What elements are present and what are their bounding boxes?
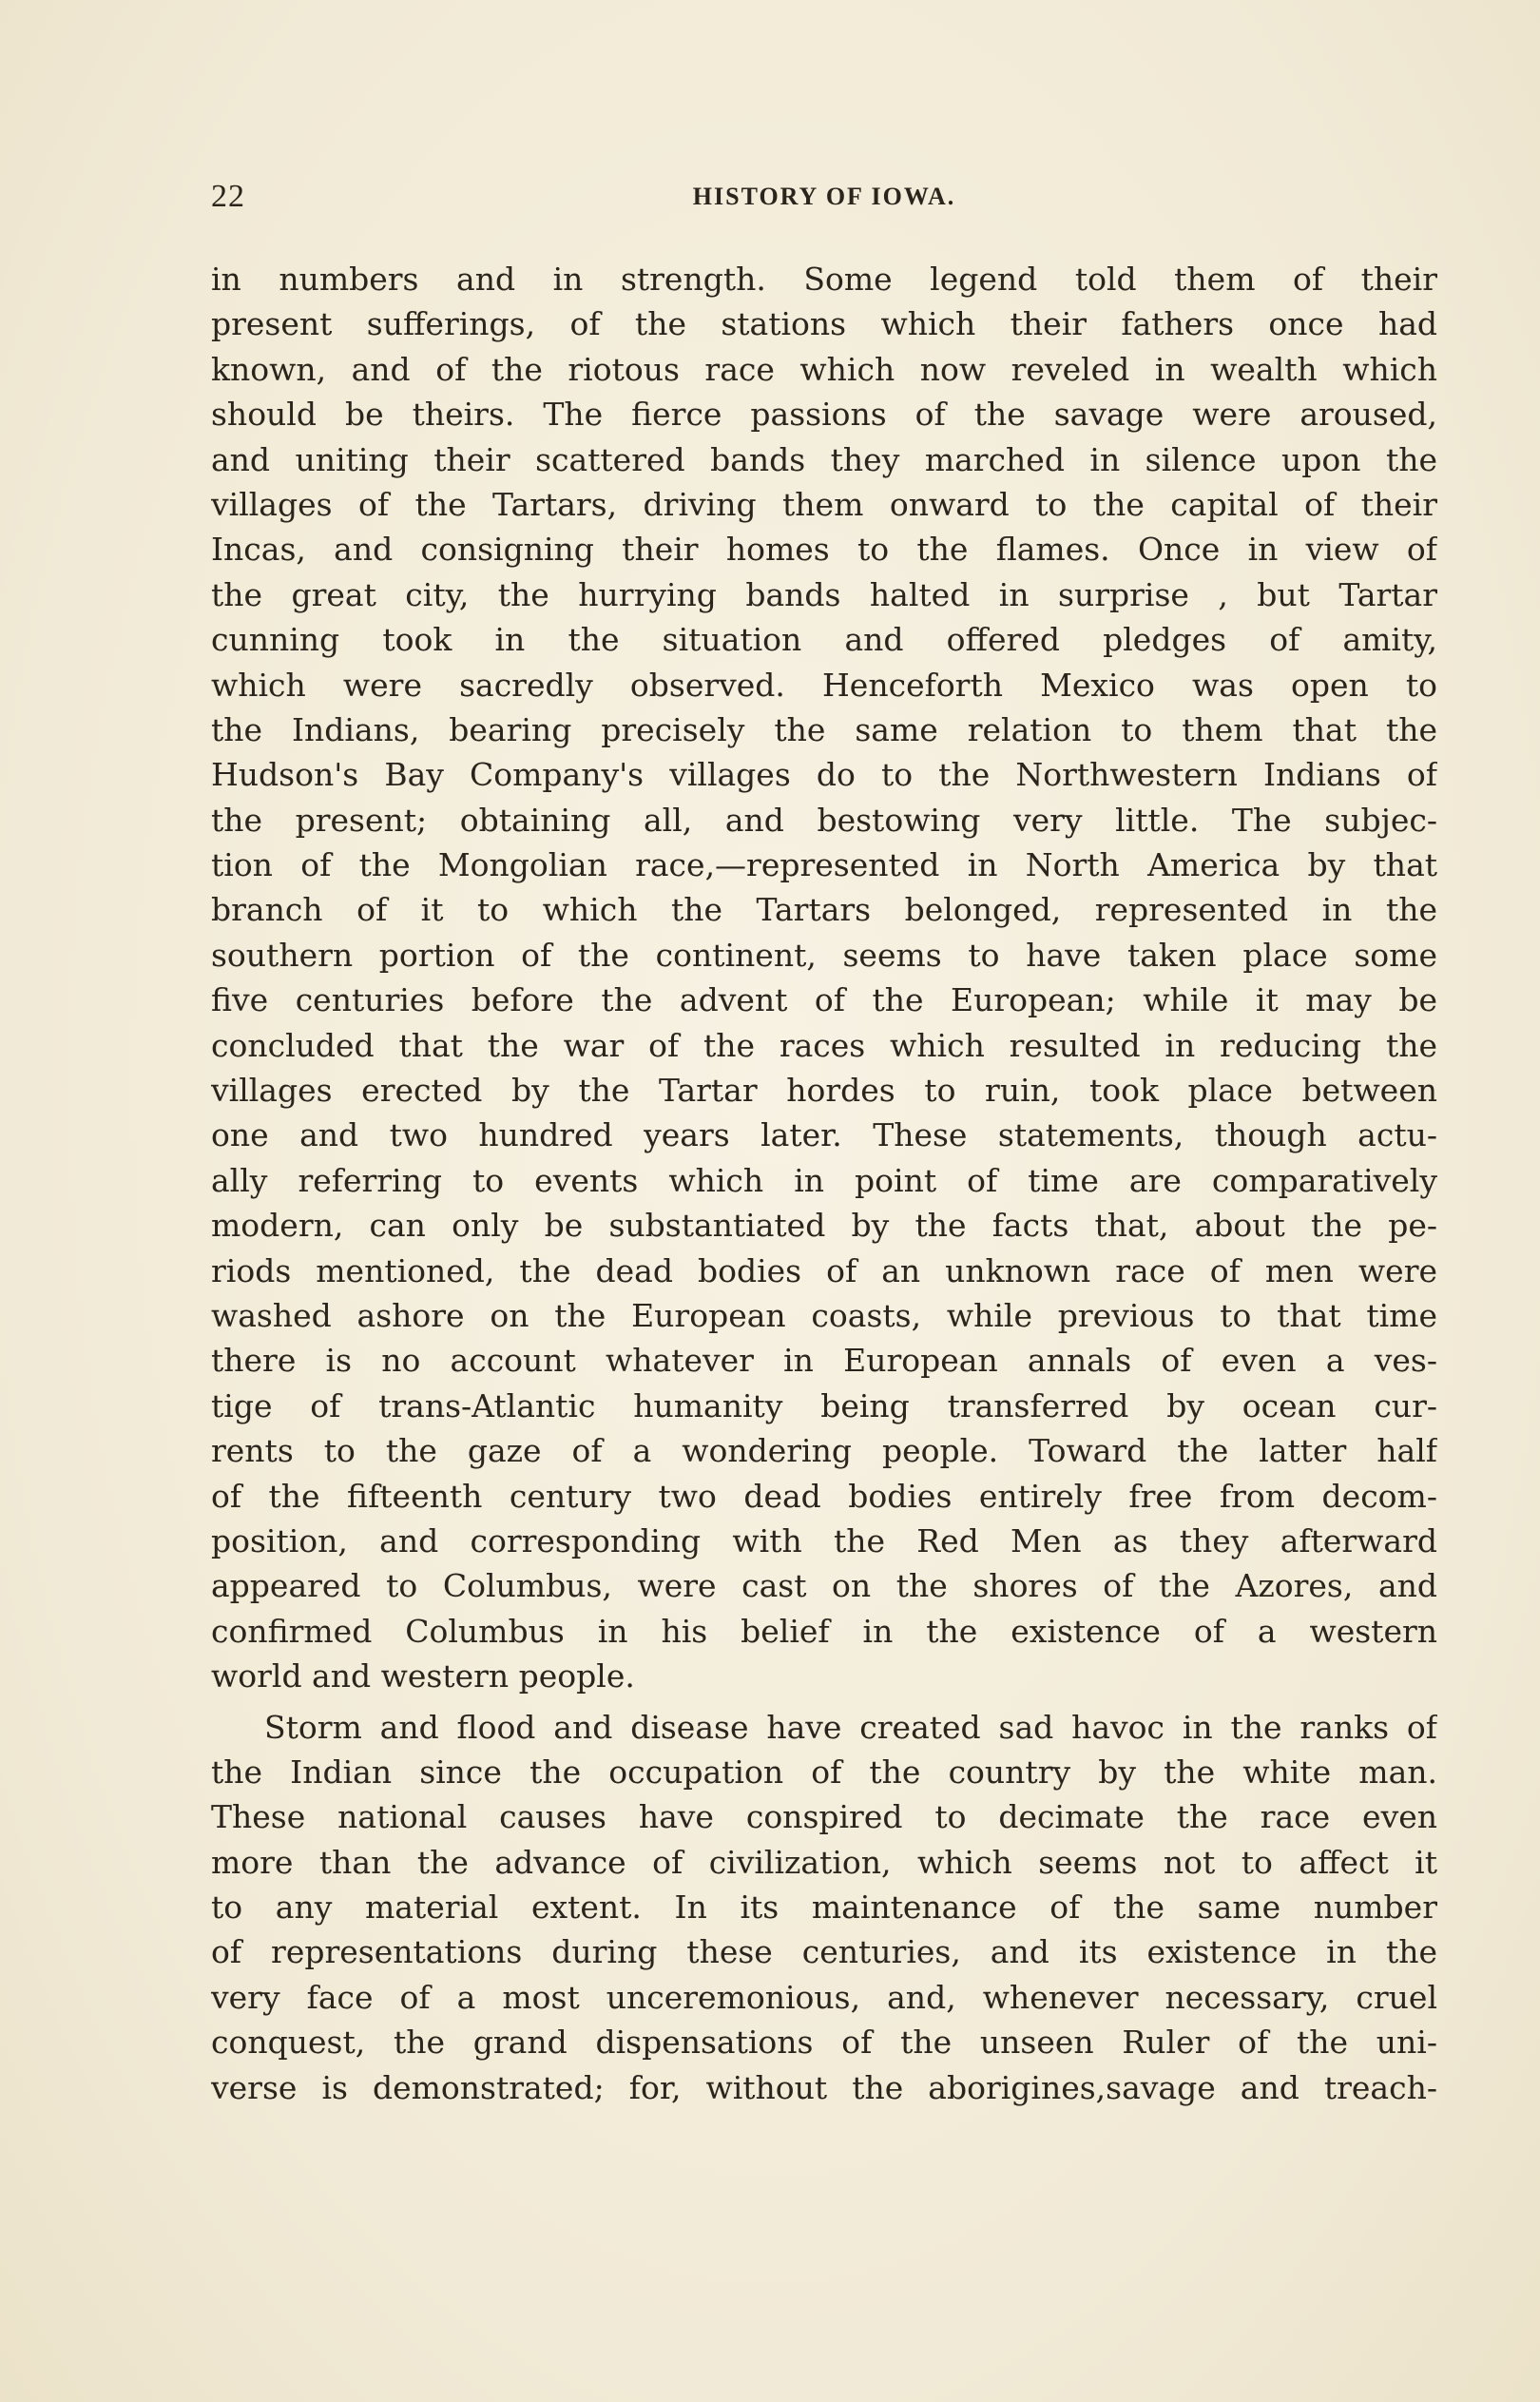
paragraph [211,257,1437,1699]
text-line: modern, can only be substantiated by the facts that, about the pe- [211,1207,1437,1245]
text-line: should be theirs. The fierce passions of the savage were aroused, [211,396,1437,434]
text-line: washed ashore on the European coasts, while previous to that time [211,1296,1437,1334]
text-line: These national causes have conspired to decimate the race even [211,1798,1437,1836]
text-line: of the fifteenth century two dead bodies entirely free from decom- [211,1477,1437,1515]
text-line: the Indian since the occupation of the country by the white man. [211,1753,1437,1791]
body-text [211,257,1437,2110]
text-line: verse is demonstrated; for, without the aborigines,savage and treach- [211,2068,1437,2106]
text-line: Hudson's Bay Company's villages do to the Northwestern Indians of [211,756,1437,794]
text-line: conquest, the grand dispensations of the unseen Ruler of the uni- [211,2024,1437,2062]
text-line: villages erected by the Tartar hordes to ruin, took place between [211,1072,1437,1110]
text-line: and uniting their scattered bands they marched in silence upon the [211,440,1437,478]
text-line: appeared to Columbus, were cast on the shores of the Azores, and [211,1567,1437,1605]
text-line: in numbers and in strength. Some legend told them of their [211,261,1437,298]
text-line: ally referring to events which in point of time are comparatively [211,1161,1437,1199]
text-line: there is no account whatever in European annals of even a ves- [211,1342,1437,1380]
text-line: known, and of the riotous race which now reveled in wealth which [211,350,1437,388]
paragraph [211,1705,1437,2111]
text-line: which were sacredly observed. Henceforth Mexico was open to [211,666,1437,704]
text-line: concluded that the war of the races which resulted in reducing the [211,1026,1437,1064]
page-number: 22 [211,179,245,214]
running-head-title: HISTORY OF IOWA. [692,183,956,210]
text-line: position, and corresponding with the Red Men as they afterward [211,1521,1437,1559]
text-line: villages of the Tartars, driving them onward to the capital of their [211,485,1437,523]
text-line: very face of a most unceremonious, and, whenever necessary, cruel [211,1978,1437,2016]
text-line: confirmed Columbus in his belief in the existence of a western [211,1612,1437,1650]
text-line: tion of the Mongolian race,—represented in North America by that [211,846,1437,884]
text-line: Incas, and consigning their homes to the flames. Once in view of [211,531,1437,569]
text-line: more than the advance of civilization, which seems not to affect it [211,1843,1437,1881]
text-line: five centuries before the advent of the European; while it may be [211,981,1437,1019]
text-line: branch of it to which the Tartars belonged, represented in the [211,891,1437,929]
text-line: tige of trans-Atlantic humanity being transferred by ocean cur- [211,1386,1437,1424]
text-line: the present; obtaining all, and bestowing very little. The subjec- [211,801,1437,839]
text-line: cunning took in the situation and offered pledges of amity, [211,621,1437,659]
text-line: of representations during these centuries, and its existence in the [211,1933,1437,1971]
text-line: present sufferings, of the stations which their fathers once had [211,305,1437,343]
text-line: the great city, the hurrying bands halted in surprise , but Tartar [211,575,1437,613]
text-line: the Indians, bearing precisely the same relation to them that the [211,710,1437,748]
text-line: riods mentioned, the dead bodies of an unknown race of men were [211,1251,1437,1289]
text-line: southern portion of the continent, seems to have taken place some [211,936,1437,974]
text-line: world and western people. [211,1657,635,1695]
text-line: to any material extent. In its maintenance of the same number [211,1889,1437,1927]
text-line: Storm and flood and disease have created sad havoc in the ranks of [264,1708,1437,1746]
text-line: rents to the gaze of a wondering people. Toward the latter half [211,1432,1437,1470]
running-head [211,179,1437,217]
text-line: one and two hundred years later. These statements, though actu- [211,1116,1437,1154]
